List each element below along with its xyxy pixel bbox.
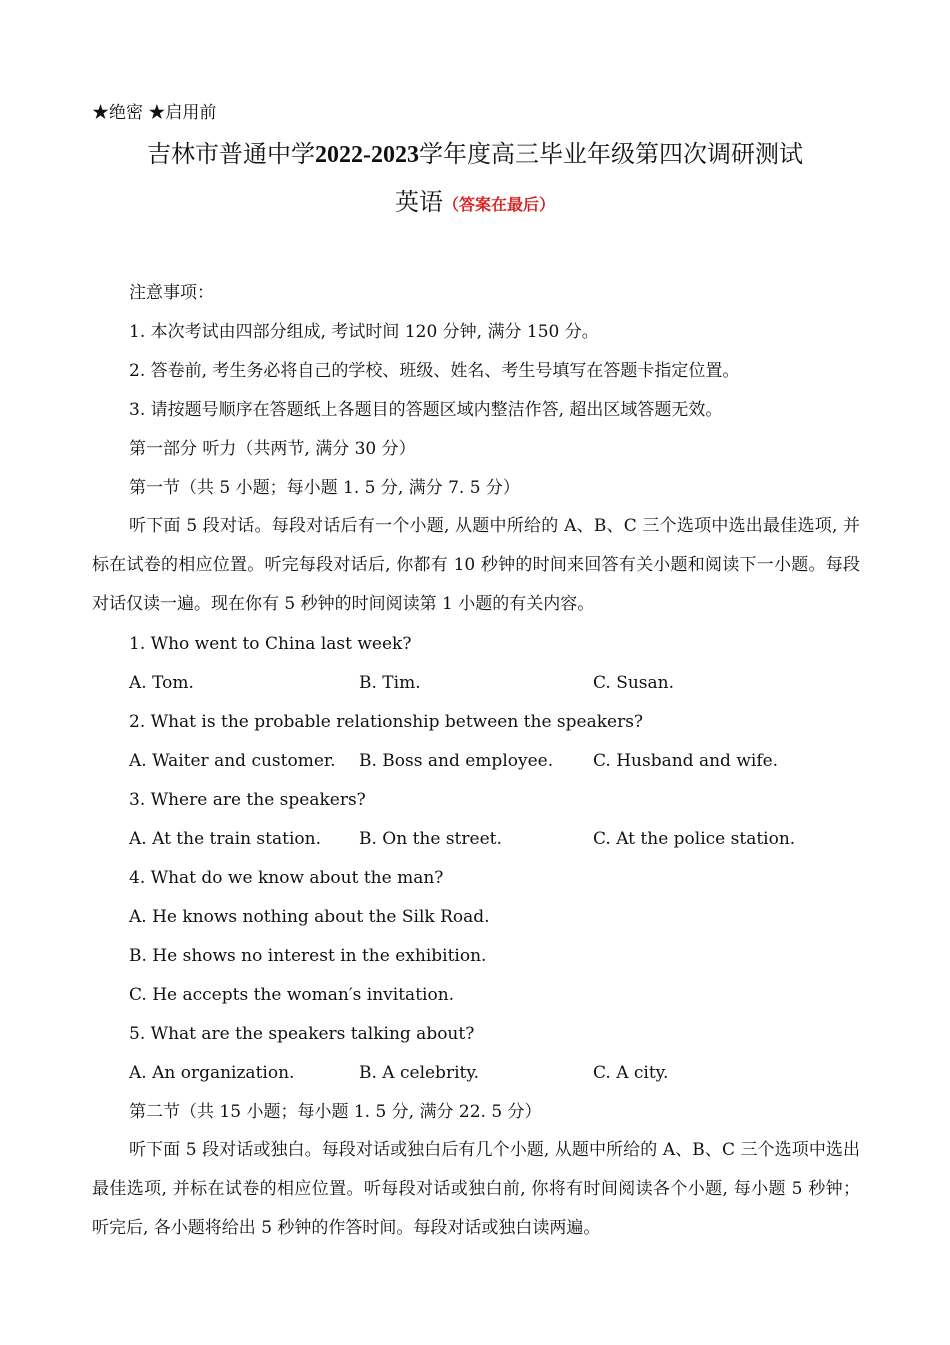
section1-heading: 第一节（共 5 小题；每小题 1. 5 分, 满分 7. 5 分） — [129, 478, 520, 498]
notice-heading: 注意事项： — [129, 283, 214, 303]
question-2-stem: 2. What is the probable relationship between the speakers? — [129, 712, 644, 732]
title-suffix: 学年度高三毕业年级第四次调研测试 — [419, 140, 803, 168]
notice-item-2: 2. 答卷前, 考生务必将自己的学校、班级、姓名、考生号填写在答题卡指定位置。 — [129, 361, 740, 381]
subject-name: 英语 — [394, 188, 443, 216]
question-1-option-c: C. Susan. — [593, 673, 675, 693]
notice-item-1: 1. 本次考试由四部分组成, 考试时间 120 分钟, 满分 150 分。 — [129, 322, 599, 342]
question-3-option-a: A. At the train station. — [129, 829, 321, 849]
question-3-option-c: C. At the police station. — [593, 829, 796, 849]
section2-heading: 第二节（共 15 小题；每小题 1. 5 分, 满分 22. 5 分） — [129, 1102, 542, 1122]
question-2-option-a: A. Waiter and customer. — [129, 751, 336, 771]
question-1-option-b: B. Tim. — [359, 673, 421, 693]
exam-title — [0, 138, 950, 171]
part1-heading: 第一部分 听力（共两节, 满分 30 分） — [129, 439, 416, 459]
notice-item-3: 3. 请按题号顺序在答题纸上各题目的答题区域内整洁作答, 超出区域答题无效。 — [129, 400, 723, 420]
question-3-option-b: B. On the street. — [359, 829, 502, 849]
question-3-stem: 3. Where are the speakers? — [129, 790, 366, 810]
confidential-mark: ★绝密 ★启用前 — [92, 103, 217, 123]
title-prefix: 吉林市普通中学 — [147, 140, 315, 168]
section1-instructions: 听下面 5 段对话。每段对话后有一个小题, 从题中所给的 A、B、C 三个选项中选出最佳选项, 并标在试卷的相应位置。听完每段对话后, 你都有 10 秒钟的时间来回答有关小题和阅读下一小题。每段对话仅读一遍。现在你有 5 秒钟的时间阅读第 1 小题的有关内容。 — [92, 516, 860, 614]
question-2-option-b: B. Boss and employee. — [359, 751, 554, 771]
question-1-option-a: A. Tom. — [129, 673, 194, 693]
subject-line — [0, 186, 950, 221]
question-5-option-b: B. A celebrity. — [359, 1063, 480, 1083]
title-years: 2022-2023 — [315, 142, 419, 168]
question-5-option-c: C. A city. — [593, 1063, 669, 1083]
question-4-stem: 4. What do we know about the man? — [129, 868, 444, 888]
question-5-stem: 5. What are the speakers talking about? — [129, 1024, 475, 1044]
question-5-option-a: A. An organization. — [129, 1063, 295, 1083]
question-1-stem: 1. Who went to China last week? — [129, 634, 412, 654]
section2-instructions: 听下面 5 段对话或独白。每段对话或独白后有几个小题, 从题中所给的 A、B、C 三个选项中选出最佳选项, 并标在试卷的相应位置。听每段对话或独白前, 你将有时间阅读各个小题, 每小题 5 秒钟；听完后, 各小题将给出 5 秒钟的作答时间。每段对话或独白读两遍。 — [92, 1140, 860, 1238]
answer-location-note: （答案在最后） — [442, 195, 555, 214]
question-4-option-a: A. He knows nothing about the Silk Road. — [129, 907, 490, 927]
question-4-option-b: B. He shows no interest in the exhibition. — [129, 946, 487, 966]
question-4-option-c: C. He accepts the woman′s invitation. — [129, 985, 455, 1005]
question-2-option-c: C. Husband and wife. — [593, 751, 779, 771]
